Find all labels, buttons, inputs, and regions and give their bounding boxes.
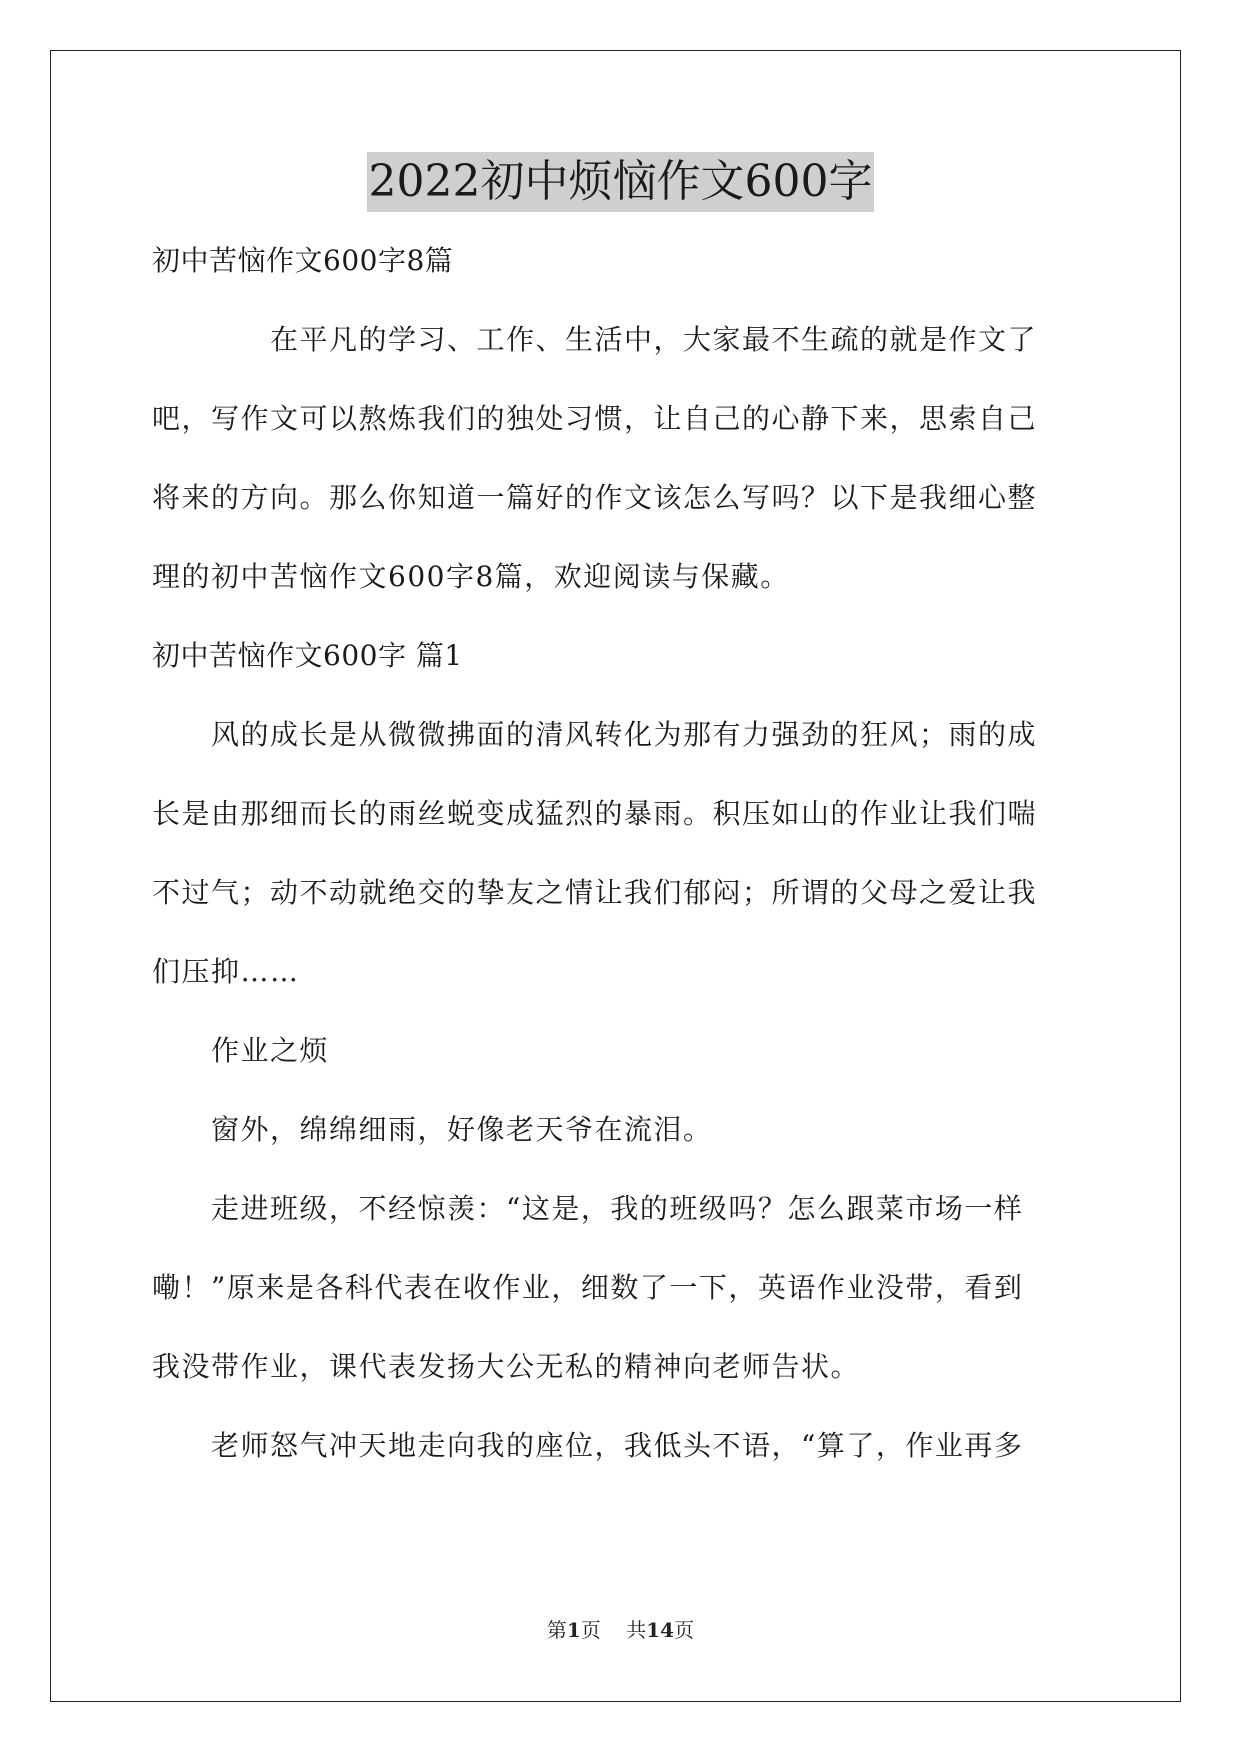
page-footer [0,1617,1241,1643]
text-line: 风的成长是从微微拂面的清风转化为那有力强劲的狂风；雨的成 [152,718,1038,751]
text-line: 窗外，绵绵细雨，好像老天爷在流泪。 [152,1113,713,1146]
page-number: 1 [566,1618,581,1642]
text-line: 老师怒气冲天地走向我的座位，我低头不语，“算了，作业再多 [152,1429,1024,1462]
page-suffix: 页 [580,1618,601,1642]
intro-paragraph [152,321,1087,595]
title-area [0,152,1241,212]
text-line: 长是由那细而长的雨丝蜕变成猛烈的暴雨。积压如山的作业让我们喘 [152,797,1038,830]
paragraph-4 [152,1427,1087,1464]
total-suffix: 页 [674,1618,695,1642]
text-line: 在平凡的学习、工作、生活中，大家最不生疏的就是作文了 [152,323,1038,356]
paragraph-3 [152,1190,1087,1385]
sub-heading: 作业之烦 [152,1034,330,1067]
paragraph-1 [152,716,1087,990]
page-prefix: 第 [546,1618,567,1642]
paragraph-2 [152,1111,1087,1148]
text-line: 吧，写作文可以熬炼我们的独处习惯，让自己的心静下来，思索自己 [152,402,1038,435]
document-subtitle: 初中苦恼作文600字8篇 [152,244,454,277]
document-title: 2022初中烦恼作文600字 [367,152,875,212]
text-line: 们压抑…… [152,955,300,988]
text-line: 将来的方向。那么你知道一篇好的作文该怎么写吗？以下是我细心整 [152,481,1038,514]
text-line: 理的初中苦恼作文600字8篇，欢迎阅读与保藏。 [152,560,790,593]
text-line: 不过气；动不动就绝交的挚友之情让我们郁闷；所谓的父母之爱让我 [152,876,1038,909]
text-line: 嘞！”原来是各科代表在收作业，细数了一下，英语作业没带，看到 [152,1271,1024,1304]
total-pages: 14 [646,1618,675,1642]
text-line: 走进班级，不经惊羡：“这是，我的班级吗？怎么跟菜市场一样 [152,1192,1024,1225]
document-body [152,242,1087,1464]
total-prefix: 共 [626,1618,647,1642]
section-heading: 初中苦恼作文600字 篇1 [152,639,463,672]
text-line: 我没带作业，课代表发扬大公无私的精神向老师告状。 [152,1350,861,1383]
